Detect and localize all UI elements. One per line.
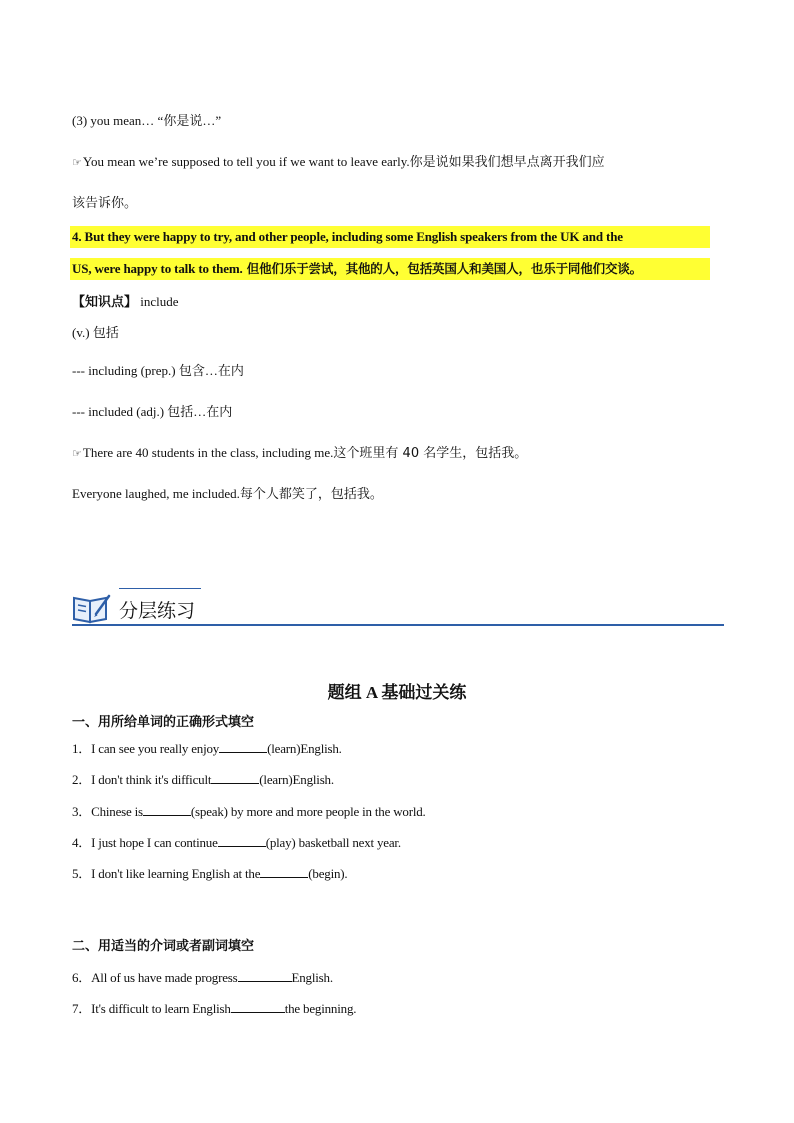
knowledge-example-1 xyxy=(72,442,527,461)
example-2-en: Everyone laughed, me included. xyxy=(72,486,240,501)
sentence-4-en: US, were happy to talk to them. xyxy=(72,261,243,276)
answer-blank[interactable] xyxy=(219,741,267,753)
sentence-4-cn: 但他们乐于尝试，其他的人，包括英国人和美国人，也乐于同他们交谈。 xyxy=(242,261,643,276)
section-title: 分层练习 xyxy=(119,600,196,622)
question-2: 2．I don't think it's difficult (learn)English. xyxy=(72,772,334,787)
pointing-hand-icon: ☞ xyxy=(72,156,82,169)
example-cn: 你是说如果我们想早点离开我们应 xyxy=(409,155,605,170)
note-heading: (3) you mean… “你是说…” xyxy=(72,113,222,128)
answer-blank[interactable] xyxy=(211,772,259,784)
example-en: You mean we’re supposed to tell you if we want to leave early. xyxy=(82,154,410,169)
example-cn-continued: 该告诉你。 xyxy=(72,196,138,211)
answer-blank[interactable] xyxy=(143,804,191,816)
knowledge-pos: (v.) 包括 xyxy=(72,325,119,340)
answer-blank[interactable] xyxy=(238,970,292,982)
part-1-heading: 一、用所给单词的正确形式填空 xyxy=(72,715,255,730)
group-title: 题组 A 基础过关练 xyxy=(327,683,467,702)
example-1-cn: 这个班里有 40 名学生，包括我。 xyxy=(333,446,528,461)
example-1-en: There are 40 students in the class, including me. xyxy=(82,445,334,460)
question-4: 4．I just hope I can continue (play) basketball next year. xyxy=(72,835,401,850)
note-example xyxy=(72,151,605,170)
pointing-hand-icon: ☞ xyxy=(72,447,82,460)
section-bottom-rule xyxy=(72,624,724,626)
open-book-icon xyxy=(72,592,112,624)
knowledge-word: include xyxy=(137,294,179,309)
answer-blank[interactable] xyxy=(218,835,266,847)
knowledge-label: 【知识点】 xyxy=(72,295,138,310)
section-top-rule xyxy=(119,588,201,589)
highlighted-sentence-line-2 xyxy=(70,258,710,280)
section-header xyxy=(72,588,724,628)
question-7: 7．It's difficult to learn English the beginning. xyxy=(72,1001,357,1016)
sentence-4-text: 4. But they were happy to try, and other people, including some English speakers from the UK and the xyxy=(72,229,623,244)
question-1: 1．I can see you really enjoy (learn)English. xyxy=(72,741,342,756)
example-2-cn: 每个人都笑了，包括我。 xyxy=(239,487,383,502)
highlighted-sentence-line-1 xyxy=(70,226,710,248)
derived-included: --- included (adj.) 包括…在内 xyxy=(72,404,233,419)
knowledge-point xyxy=(72,291,179,310)
question-5: 5．I don't like learning English at the (begin). xyxy=(72,866,348,881)
question-3: 3．Chinese is (speak) by more and more people in the world. xyxy=(72,804,426,819)
knowledge-example-2 xyxy=(72,483,383,502)
answer-blank[interactable] xyxy=(231,1001,285,1013)
question-6: 6．All of us have made progress English. xyxy=(72,970,333,985)
part-2-heading: 二、用适当的介词或者副词填空 xyxy=(72,939,255,954)
answer-blank[interactable] xyxy=(260,866,308,878)
derived-including: --- including (prep.) 包含…在内 xyxy=(72,363,244,378)
